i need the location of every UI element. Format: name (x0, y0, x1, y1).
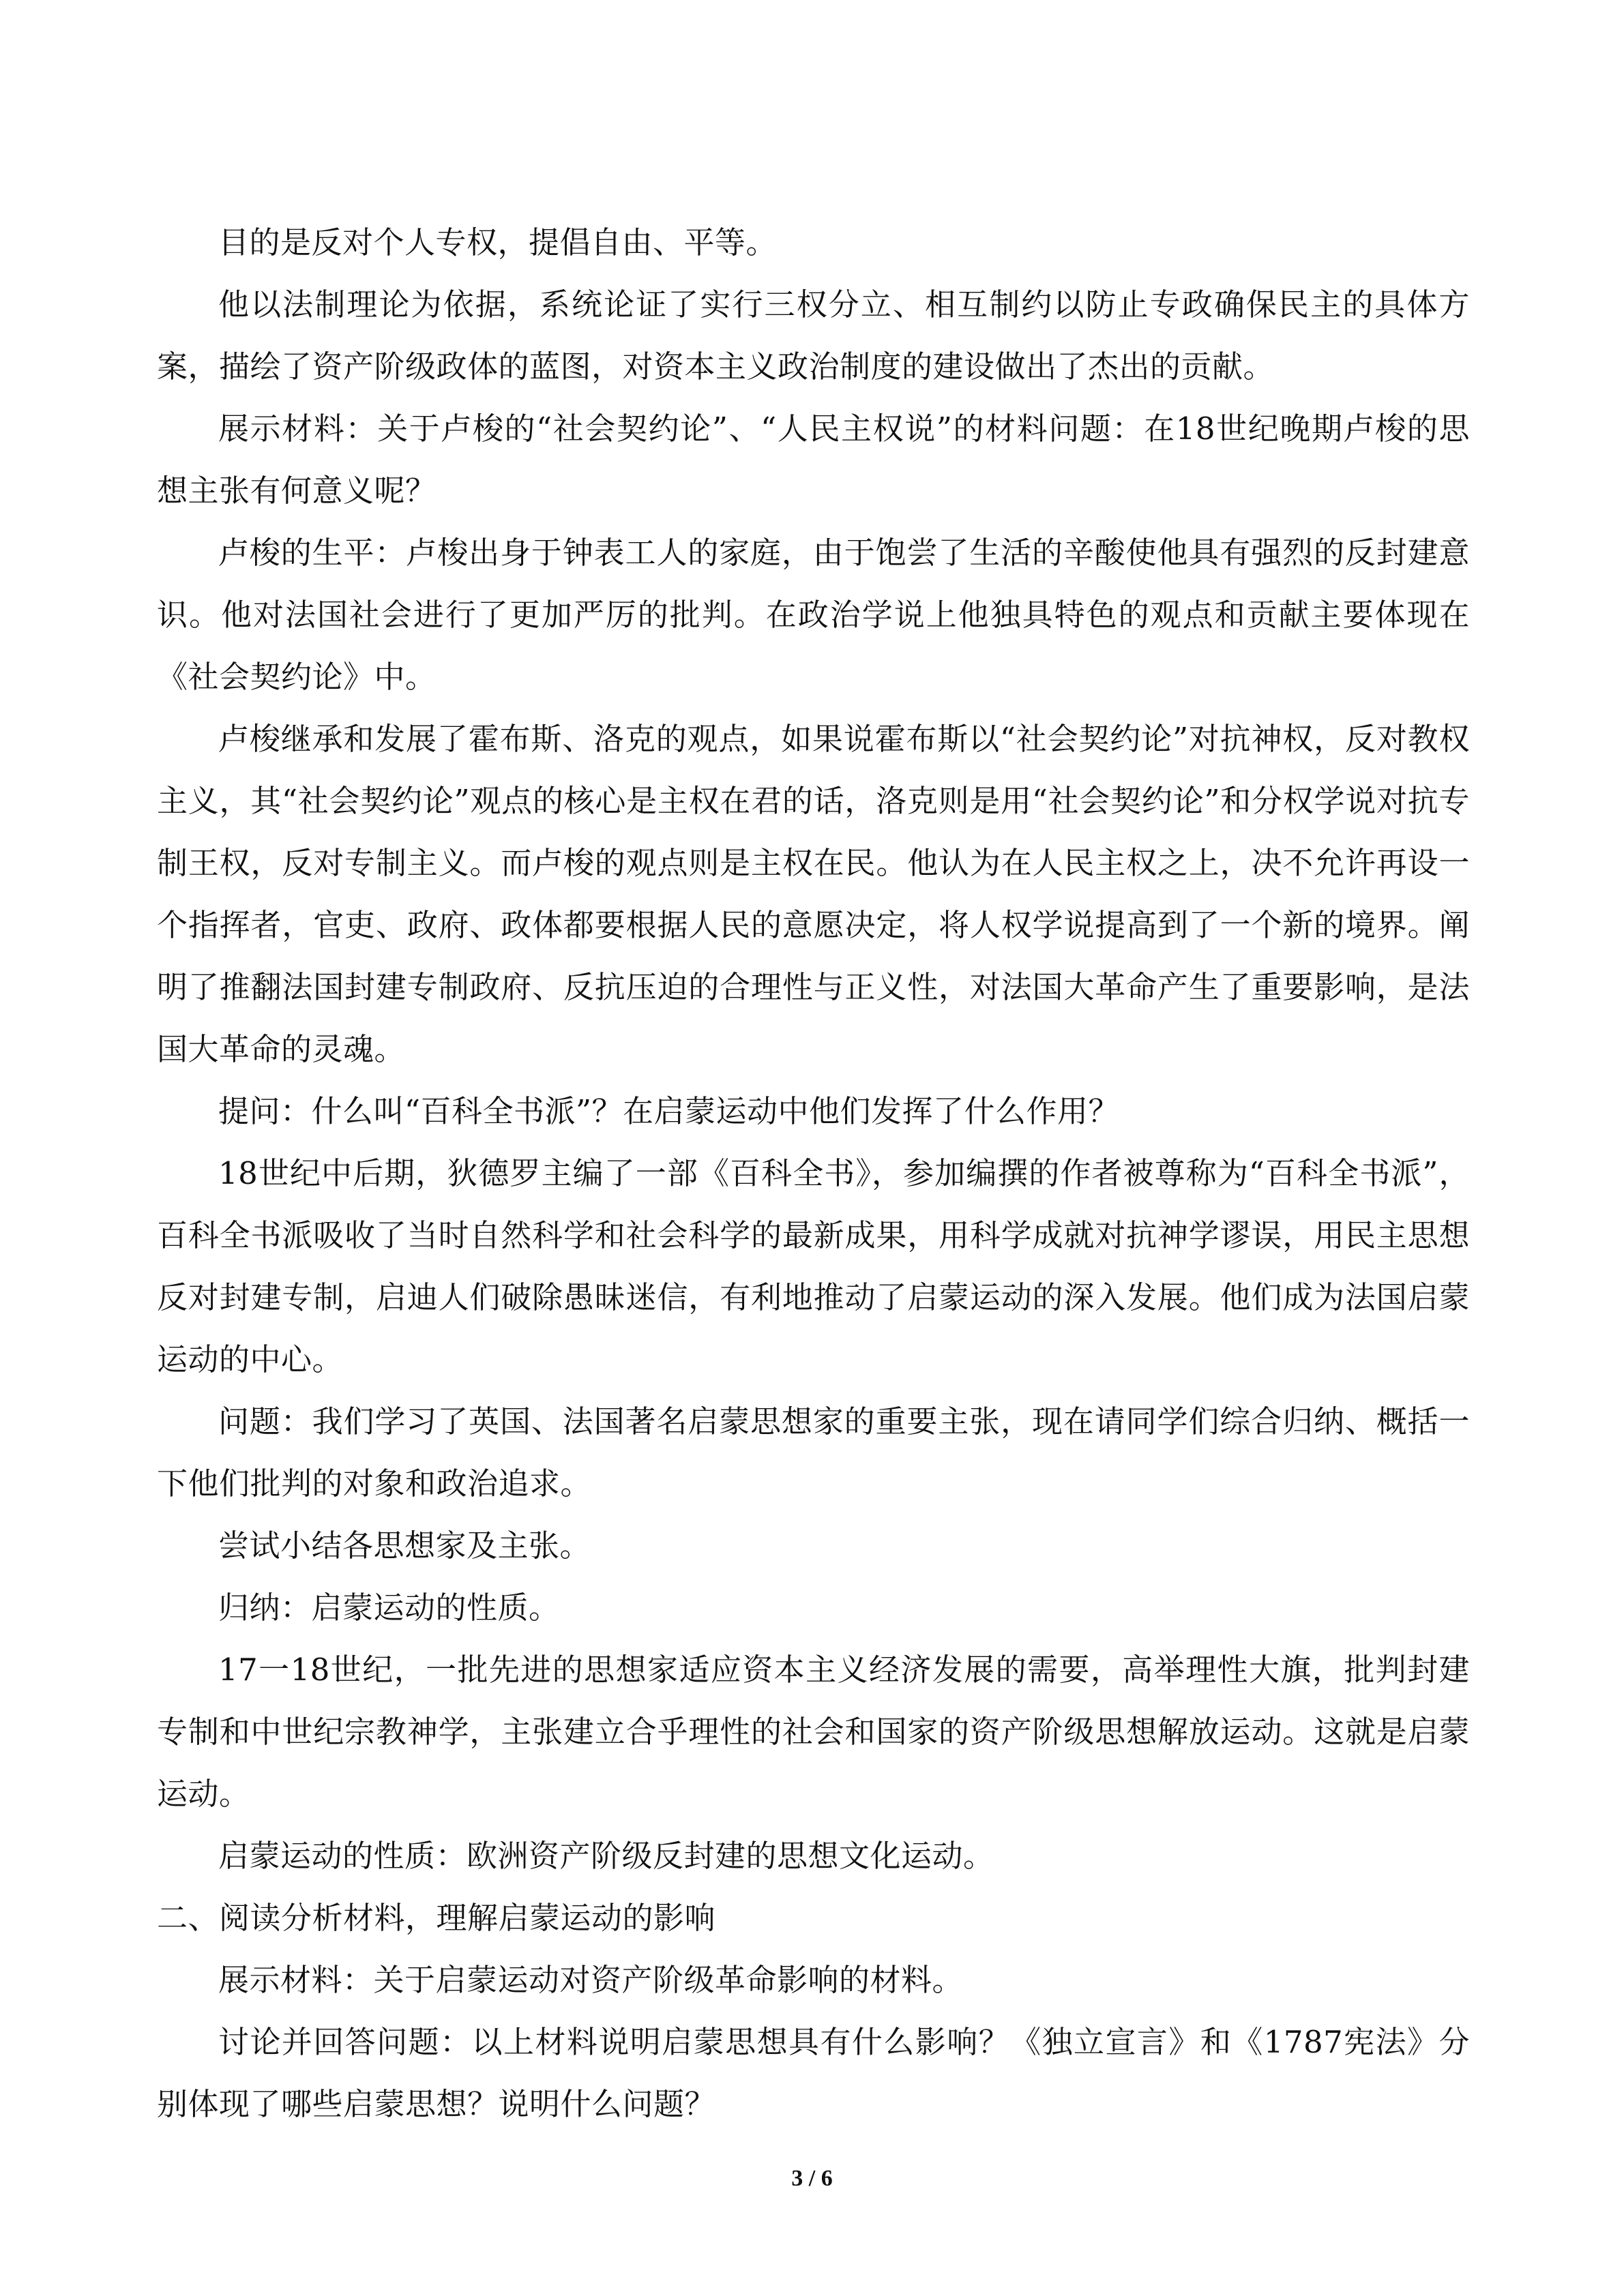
page-number: 3 / 6 (791, 2166, 833, 2191)
paragraph: 提问：什么叫“百科全书派”？在启蒙运动中他们发挥了什么作用？ (218, 1093, 1120, 1129)
paragraph: 尝试小结各思想家及主张。 (218, 1527, 591, 1564)
document-body (157, 211, 1470, 2135)
paragraph: 卢梭的生平：卢梭出身于钟表工人的家庭，由于饱尝了生活的辛酸使他具有强烈的反封建意识。他对法国社会进行了更加严厉的批判。在政治学说上他独具特色的观点和贡献主要体现在《社会契约论》中。 (157, 535, 1470, 695)
section-heading: 二、阅读分析材料，理解启蒙运动的影响 (157, 1900, 716, 1936)
paragraph: 讨论并回答问题：以上材料说明启蒙思想具有什么影响？《独立宣言》和《1787宪法》分别体现了哪些启蒙思想？说明什么问题？ (157, 2024, 1470, 2122)
paragraph: 问题：我们学习了英国、法国著名启蒙思想家的重要主张，现在请同学们综合归纳、概括一下他们批判的对象和政治追求。 (157, 1403, 1470, 1502)
paragraph: 他以法制理论为依据，系统论证了实行三权分立、相互制约以防止专政确保民主的具体方案，描绘了资产阶级政体的蓝图，对资本主义政治制度的建设做出了杰出的贡献。 (157, 286, 1470, 385)
paragraph: 卢梭继承和发展了霍布斯、洛克的观点，如果说霍布斯以“社会契约论”对抗神权，反对教权主义，其“社会契约论”观点的核心是主权在君的话，洛克则是用“社会契约论”和分权学说对抗专制王权，反对专制主义。而卢梭的观点则是主权在民。他认为在人民主权之上，决不允许再设一个指挥者，官吏、政府、政体都要根据人民的意愿决定，将人权学说提高到了一个新的境界。阐明了推翻法国封建专制政府、反抗压迫的合理性与正义性，对法国大革命产生了重要影响，是法国大革命的灵魂。 (157, 721, 1470, 1067)
paragraph: 17一18世纪，一批先进的思想家适应资本主义经济发展的需要，高举理性大旗，批判封建专制和中世纪宗教神学，主张建立合乎理性的社会和国家的资产阶级思想解放运动。这就是启蒙运动。 (157, 1652, 1470, 1812)
paragraph: 展示材料：关于启蒙运动对资产阶级革命影响的材料。 (218, 1962, 964, 1998)
paragraph: 归纳：启蒙运动的性质。 (218, 1590, 560, 1626)
paragraph: 18世纪中后期，狄德罗主编了一部《百科全书》，参加编撰的作者被尊称为“百科全书派”，百科全书派吸收了当时自然科学和社会科学的最新成果，用科学成就对抗神学谬误，用民主思想反对封建专制，启迪人们破除愚昧迷信，有利地推动了启蒙运动的深入发展。他们成为法国启蒙运动的中心。 (157, 1155, 1470, 1377)
paragraph: 启蒙运动的性质：欧洲资产阶级反封建的思想文化运动。 (218, 1838, 994, 1874)
paragraph: 展示材料：关于卢梭的“社会契约论”、“人民主权说”的材料问题：在18世纪晚期卢梭的思想主张有何意义呢？ (157, 411, 1470, 509)
paragraph: 目的是反对个人专权，提倡自由、平等。 (218, 224, 778, 260)
